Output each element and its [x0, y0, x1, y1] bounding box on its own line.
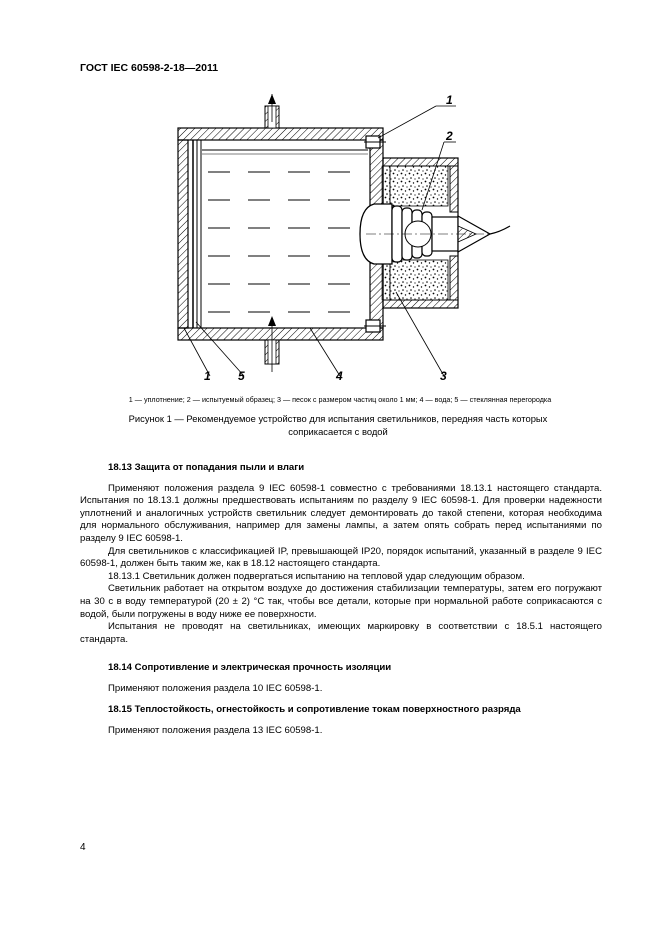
paragraph: Испытания не проводят на светильниках, имеющих маркировку в соответствии с 18.5.1 настоящего стандарта. [80, 621, 602, 645]
paragraph: Для светильников с классификацией IP, превышающей IP20, порядок испытаний, указанный в разделе 9 IEC 60598-1, должен быть таким же, как в 18.12 настоящего стандарта. [80, 545, 602, 570]
paragraph: Светильник работает на открытом воздухе до достижения стабилизации температуры, затем его погружают на 30 с в воду температурой (20 ± 2) °С так, чтобы все детали, которые при нормальной работе соприкасаются с водой, были погружены в воду ниже ее поверхности. [80, 583, 602, 620]
section-title: 18.14 Сопротивление и электрическая прочность изоляции [108, 662, 392, 673]
paragraph: 18.13.1 Светильник должен подвергаться испытанию на тепловой удар следующим образом. [108, 570, 525, 582]
callout-label: 4 [336, 369, 343, 383]
section-18-15 [80, 704, 602, 737]
paragraph: Применяют положения раздела 13 IEC 60598-1. [108, 724, 323, 736]
tank-walls [178, 128, 383, 340]
luminaire [360, 204, 510, 264]
section-18-14 [80, 662, 602, 695]
figure-caption: Рисунок 1 — Рекомендуемое устройство для испытания светильников, передняя часть которых соприкасается с водой [128, 413, 548, 437]
callout-label: 5 [238, 369, 245, 383]
glass-partition [193, 140, 201, 328]
section-title: 18.13 Защита от попадания пыли и влаги [108, 462, 305, 473]
callout-label: 2 [446, 129, 453, 143]
section-18-13 [80, 462, 602, 646]
paragraph: Применяют положения раздела 10 IEC 60598-1. [108, 682, 323, 694]
test-apparatus-drawing [160, 92, 540, 384]
document-header: ГОСТ IEC 60598-2-18—2011 [80, 62, 219, 74]
page-number: 4 [80, 842, 86, 853]
water-area [202, 150, 368, 312]
callout-label: 1 [446, 93, 453, 107]
figure-legend: 1 — уплотнение; 2 — испытуемый образец; 3 — песок с размером частиц около 1 мм; 4 — вода; 5 — стеклянная перегородка [128, 395, 552, 404]
section-title: 18.15 Теплостойкость, огнестойкость и сопротивление токам поверхностного разряда [108, 704, 521, 715]
callout-label: 1 [204, 369, 211, 383]
callout-label: 3 [440, 369, 447, 383]
paragraph: Применяют положения раздела 9 IEC 60598-1 совместно с требованиями 18.13.1 настоящего стандарта. Испытания по 18.13.1 должны предшествовать испытаниям по разделу 9 IEC 60598-1. Для проверки надежности уплотнений и аналогичных устройств светильник следует демонтировать до такой степени, которая необходима для нормального обслуживания, например для замены лампы, а затем опять собрать перед испытаниями по разделу 9 IEC 60598-1. [80, 482, 602, 544]
